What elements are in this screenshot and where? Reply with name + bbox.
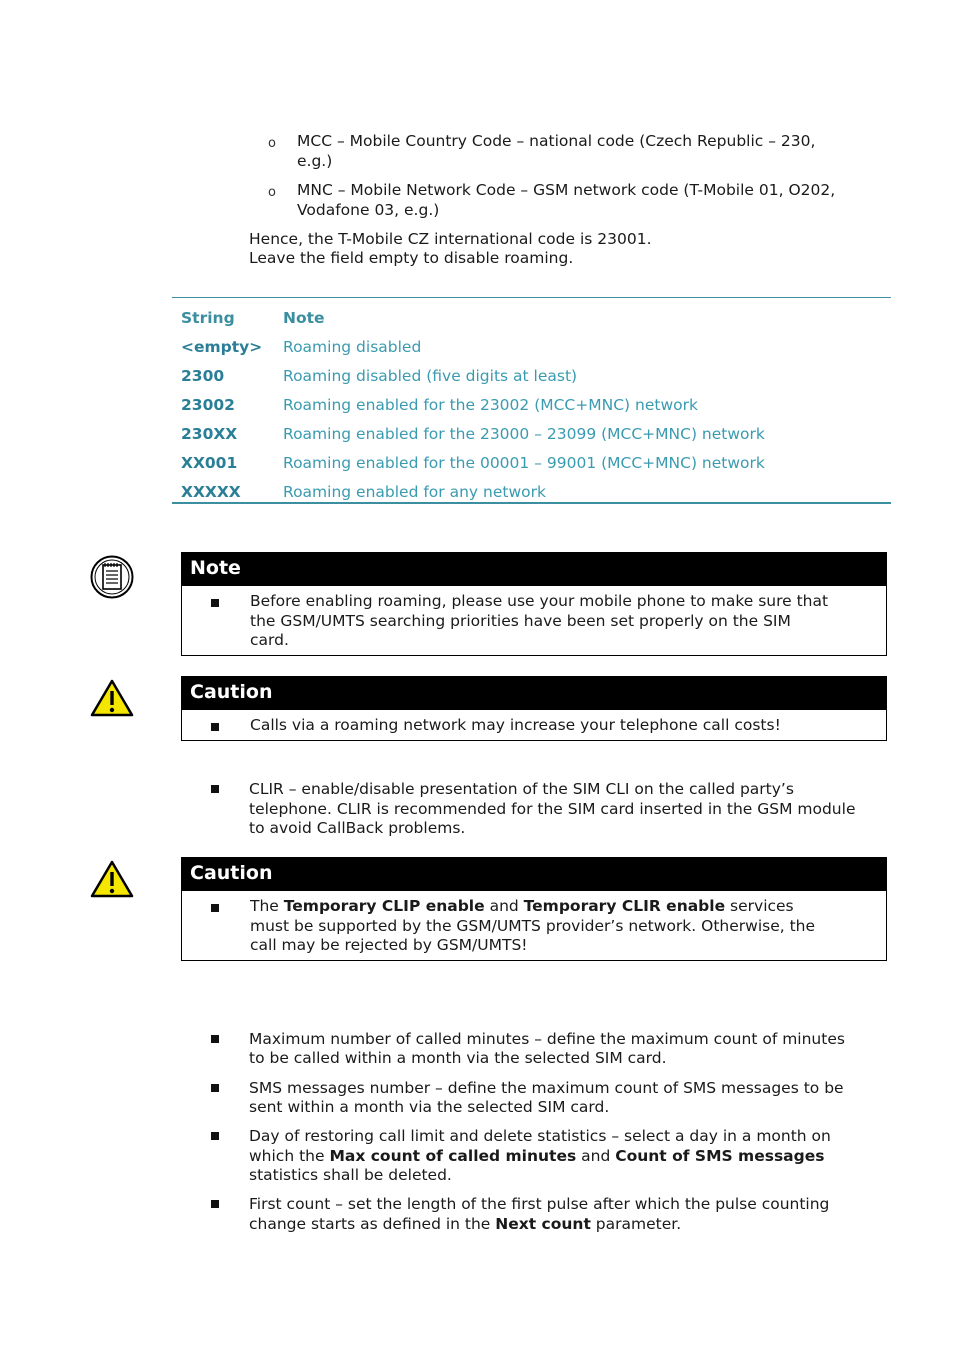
square-bullet-icon xyxy=(211,1200,219,1208)
circle-bullet-icon: o xyxy=(268,185,276,200)
square-bullet-icon xyxy=(211,1035,219,1043)
note-line-3: card. xyxy=(250,631,289,649)
note-box xyxy=(181,552,887,656)
clir-line-3: to avoid CallBack problems. xyxy=(249,819,466,837)
note-box-title: Note xyxy=(182,553,886,586)
first-count-line-1: First count – set the length of the first pulse after which the pulse counting xyxy=(249,1195,830,1213)
mcc-line-2: e.g.) xyxy=(297,152,333,170)
caution-clip-line-1: The Temporary CLIP enable and Temporary CLIR enable services xyxy=(250,897,794,915)
caution-roaming-line: Calls via a roaming network may increase your telephone call costs! xyxy=(250,716,781,734)
table-row-string: XX001 xyxy=(181,454,238,472)
mnc-line-1: MNC – Mobile Network Code – GSM network code (T-Mobile 01, O202, xyxy=(297,181,836,199)
sms-number-line-2: sent within a month via the selected SIM card. xyxy=(249,1098,610,1116)
table-row-note: Roaming disabled xyxy=(283,338,422,356)
mcc-line-1: MCC – Mobile Country Code – national code (Czech Republic – 230, xyxy=(297,132,816,150)
warning-icon xyxy=(90,860,134,898)
caution-box-roaming xyxy=(181,676,887,741)
table-row-note: Roaming disabled (five digits at least) xyxy=(283,367,578,385)
caution-box-title: Caution xyxy=(182,677,886,710)
clir-line-2: telephone. CLIR is recommended for the SIM card inserted in the GSM module xyxy=(249,800,856,818)
notepad-icon xyxy=(89,554,135,600)
day-restore-line-2: which the Max count of called minutes and Count of SMS messages xyxy=(249,1147,825,1165)
table-top-rule xyxy=(172,297,891,298)
caution-box-clip-clir xyxy=(181,857,887,961)
table-row-note: Roaming enabled for the 23002 (MCC+MNC) network xyxy=(283,396,698,414)
sms-number-line-1: SMS messages number – define the maximum count of SMS messages to be xyxy=(249,1079,844,1097)
leave-empty-text: Leave the field empty to disable roaming. xyxy=(249,249,574,267)
table-row-string: <empty> xyxy=(181,338,263,356)
table-header-string: String xyxy=(181,309,235,327)
max-minutes-line-2: to be called within a month via the selected SIM card. xyxy=(249,1049,667,1067)
table-header-note: Note xyxy=(283,309,325,327)
circle-bullet-icon: o xyxy=(268,136,276,151)
square-bullet-icon xyxy=(211,785,219,793)
table-row-string: XXXXX xyxy=(181,483,241,501)
table-row-string: 230XX xyxy=(181,425,238,443)
square-bullet-icon xyxy=(211,723,219,731)
table-row-string: 23002 xyxy=(181,396,235,414)
square-bullet-icon xyxy=(211,599,219,607)
table-row-note: Roaming enabled for the 23000 – 23099 (MCC+MNC) network xyxy=(283,425,765,443)
mnc-line-2: Vodafone 03, e.g.) xyxy=(297,201,440,219)
day-restore-line-1: Day of restoring call limit and delete statistics – select a day in a month on xyxy=(249,1127,831,1145)
day-restore-line-3: statistics shall be deleted. xyxy=(249,1166,452,1184)
table-row-string: 2300 xyxy=(181,367,225,385)
hence-text: Hence, the T-Mobile CZ international code is 23001. xyxy=(249,230,652,248)
table-row-note: Roaming enabled for any network xyxy=(283,483,546,501)
table-bottom-rule xyxy=(172,502,891,504)
first-count-line-2: change starts as defined in the Next count parameter. xyxy=(249,1215,682,1233)
warning-icon xyxy=(90,679,134,717)
max-minutes-line-1: Maximum number of called minutes – define the maximum count of minutes xyxy=(249,1030,845,1048)
caution-clip-line-3: call may be rejected by GSM/UMTS! xyxy=(250,936,528,954)
square-bullet-icon xyxy=(211,904,219,912)
note-line-1: Before enabling roaming, please use your mobile phone to make sure that xyxy=(250,592,829,610)
square-bullet-icon xyxy=(211,1132,219,1140)
note-line-2: the GSM/UMTS searching priorities have been set properly on the SIM xyxy=(250,612,791,630)
table-row-note: Roaming enabled for the 00001 – 99001 (MCC+MNC) network xyxy=(283,454,765,472)
square-bullet-icon xyxy=(211,1084,219,1092)
caution-clip-line-2: must be supported by the GSM/UMTS provider’s network. Otherwise, the xyxy=(250,917,816,935)
clir-line-1: CLIR – enable/disable presentation of the SIM CLI on the called party’s xyxy=(249,780,794,798)
caution-box-title: Caution xyxy=(182,858,886,891)
